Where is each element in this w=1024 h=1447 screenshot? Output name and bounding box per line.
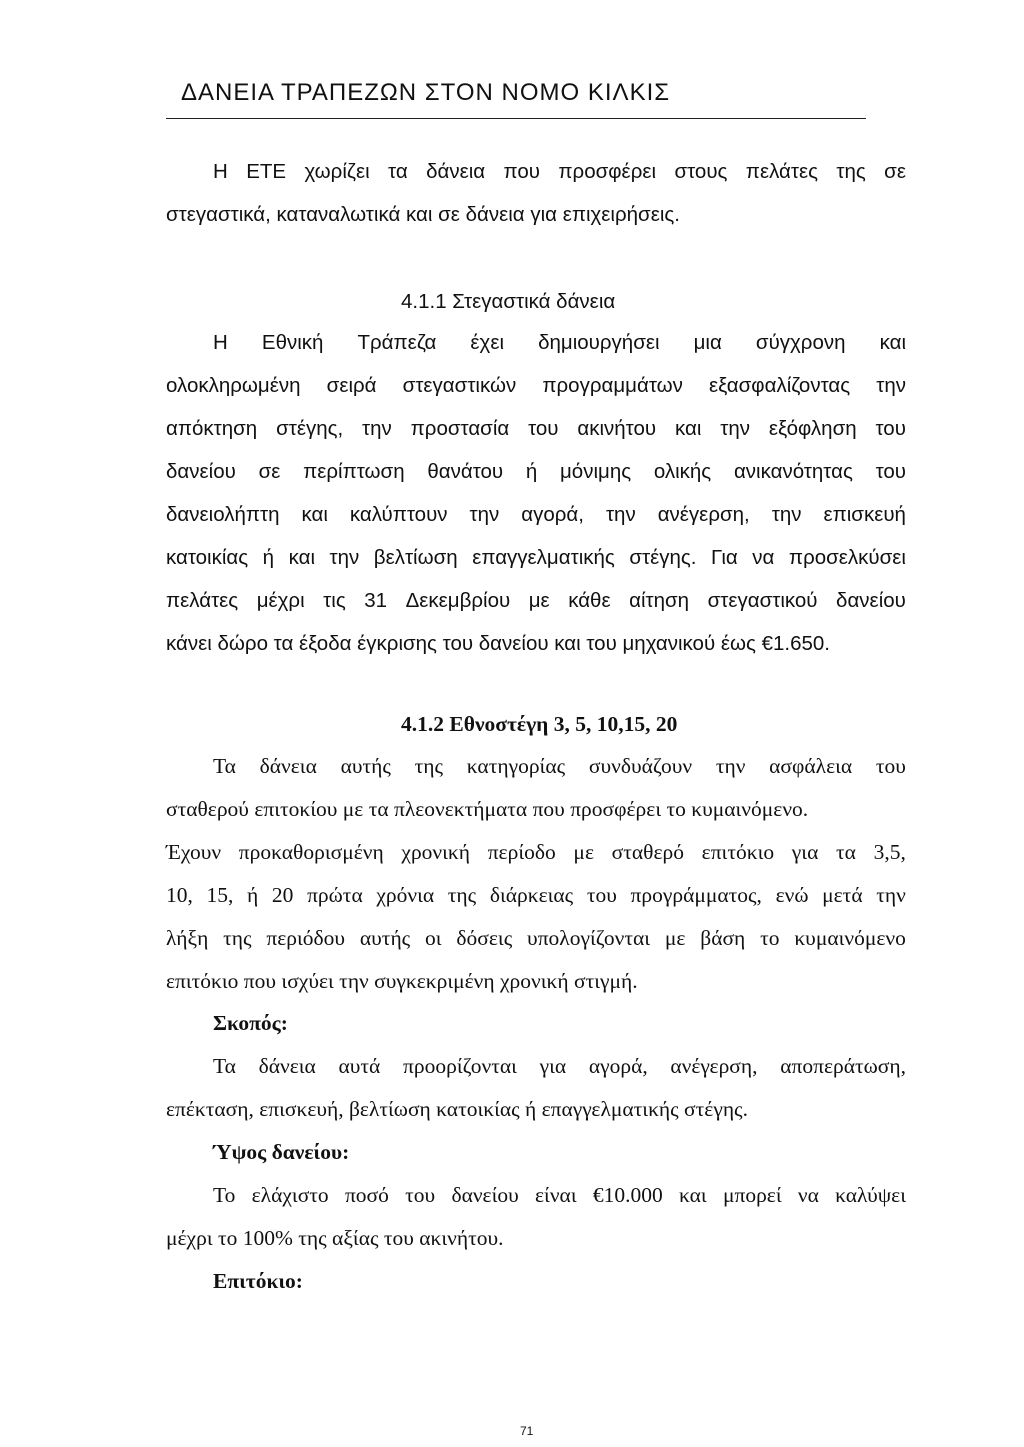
word: 3,5, — [873, 840, 906, 864]
word: δάνεια — [258, 1054, 316, 1078]
interest-rate-label: Επιτόκιο: — [213, 1269, 303, 1293]
word: προκαθορισμένη — [238, 840, 384, 864]
word: 31 — [364, 589, 388, 612]
word: για — [539, 1054, 567, 1078]
word: εξασφαλίζοντας — [709, 374, 851, 397]
word: την — [362, 417, 392, 440]
section-411-line-5 — [166, 503, 906, 527]
loan-amount-line-2: μέχρι το 100% της αξίας του ακινήτου. — [166, 1226, 504, 1250]
word: σύγχρονη — [755, 331, 846, 354]
word: 15, — [206, 883, 234, 907]
word: την — [329, 546, 360, 569]
word: αυτά — [338, 1054, 381, 1078]
word: προστασία — [410, 417, 510, 440]
word: και — [301, 503, 328, 526]
word: κατοικίας — [166, 546, 249, 569]
word: επιτόκιο — [701, 840, 775, 864]
word: κάθε — [568, 589, 611, 612]
word: Τα — [213, 1054, 236, 1078]
word: στέγης, — [276, 417, 344, 440]
word: ποσό — [344, 1183, 389, 1207]
word: στεγαστικού — [707, 589, 818, 612]
word: του — [875, 460, 906, 483]
word: καλύπτουν — [349, 503, 448, 526]
section-411-line-1 — [213, 331, 906, 355]
word: απόκτηση — [166, 417, 258, 440]
word: ανέγερση, — [670, 1054, 758, 1078]
intro-line-1 — [213, 160, 906, 184]
word: δάνεια — [259, 754, 317, 778]
section-412-line-2: σταθερού επιτοκίου με τα πλεονεκτήματα που προσφέρει το κυμαινόμενο. — [166, 797, 809, 821]
word: ολοκληρωμένη — [166, 374, 301, 397]
section-412-line-5 — [166, 926, 906, 951]
word: Τα — [213, 754, 236, 778]
word: της — [223, 926, 252, 950]
word: μόνιμης — [560, 460, 632, 483]
word: μετά — [822, 883, 863, 907]
word: πρώτα — [307, 883, 363, 907]
word: ΕΤΕ — [246, 160, 287, 183]
word: το — [760, 926, 780, 950]
word: ή — [247, 883, 259, 907]
word: και — [674, 417, 702, 440]
word: €10.000 — [592, 1183, 663, 1207]
word: αυτής — [340, 754, 391, 778]
word: στέγης. — [629, 546, 697, 569]
word: εξόφληση — [768, 417, 857, 440]
word: για — [791, 840, 819, 864]
word: του — [586, 883, 617, 907]
word: ασφάλεια — [769, 754, 853, 778]
section-412-line-1 — [213, 754, 906, 779]
word: ανέγερση, — [657, 503, 750, 526]
word: Έχουν — [166, 840, 222, 864]
word: Εθνική — [261, 331, 324, 354]
word: την — [876, 883, 906, 907]
section-411-line-8: κάνει δώρο τα έξοδα έγκρισης του δανείου και του μηχανικού έως €1.650. — [166, 632, 830, 655]
word: την — [715, 754, 746, 778]
loan-amount-line-1 — [213, 1183, 906, 1208]
word: την — [771, 503, 802, 526]
header-divider — [166, 118, 866, 119]
word: της — [836, 160, 866, 183]
section-411-heading: 4.1.1 Στεγαστικά δάνεια — [401, 290, 616, 313]
word: υπολογίζονται — [527, 926, 651, 950]
word: και — [879, 331, 906, 354]
word: στους — [674, 160, 728, 183]
word: πελάτες — [166, 589, 239, 612]
word: Το — [213, 1183, 236, 1207]
word: και — [678, 1183, 707, 1207]
page-header-title: ΔΑΝΕΙΑ ΤΡΑΠΕΖΩΝ ΣΤΟΝ ΝΟΜΟ ΚΙΛΚΙΣ — [181, 79, 671, 106]
word: περίοδο — [487, 840, 556, 864]
word: μέχρι — [256, 589, 305, 612]
word: δάνεια — [426, 160, 486, 183]
word: και — [288, 546, 315, 569]
word: που — [503, 160, 541, 183]
word: με — [573, 840, 594, 864]
word: ακινήτου — [577, 417, 657, 440]
section-411-line-2 — [166, 374, 906, 398]
word: χρόνια — [376, 883, 435, 907]
intro-line-2: στεγαστικά, καταναλωτικά και σε δάνεια για επιχειρήσεις. — [166, 203, 680, 226]
word: αποπεράτωση, — [780, 1054, 906, 1078]
word: Η — [213, 160, 228, 183]
word: δανείου — [451, 1183, 519, 1207]
loan-amount-label: Ύψος δανείου: — [213, 1140, 350, 1164]
word: έχει — [470, 331, 505, 354]
word: 20 — [271, 883, 294, 907]
word: την — [876, 374, 906, 397]
word: βελτίωση — [373, 546, 458, 569]
purpose-line-1 — [213, 1054, 906, 1079]
word: πελάτες — [745, 160, 818, 183]
word: σε — [258, 460, 281, 483]
word: του — [875, 417, 906, 440]
word: σειρά — [326, 374, 377, 397]
word: του — [528, 417, 559, 440]
word: ολικής — [653, 460, 712, 483]
purpose-label: Σκοπός: — [213, 1011, 288, 1035]
word: επαγγελματικής — [472, 546, 615, 569]
word: σε — [884, 160, 906, 183]
word: αίτηση — [629, 589, 690, 612]
page-number: 71 — [520, 1424, 534, 1438]
word: Τράπεζα — [357, 331, 437, 354]
word: με — [528, 589, 550, 612]
word: στεγαστικών — [402, 374, 517, 397]
word: μπορεί — [722, 1183, 782, 1207]
word: σταθερό — [611, 840, 684, 864]
word: προγραμμάτων — [542, 374, 683, 397]
word: αυτής — [359, 926, 411, 950]
section-412-line-3 — [166, 840, 906, 865]
word: κυμαινόμενο — [794, 926, 906, 950]
word: διάρκειας — [489, 883, 574, 907]
section-412-line-6: επιτόκιο που ισχύει την συγκεκριμένη χρονική στιγμή. — [166, 969, 638, 993]
word: αγορά, — [588, 1054, 648, 1078]
word: ή — [525, 460, 538, 483]
word: με — [664, 926, 686, 950]
word: του — [405, 1183, 436, 1207]
word: δανειολήπτη — [166, 503, 280, 526]
word: δανείου — [836, 589, 906, 612]
word: προγράμματος, — [630, 883, 762, 907]
word: την — [720, 417, 750, 440]
word: την — [605, 503, 636, 526]
section-412-heading: 4.1.2 Εθνοστέγη 3, 5, 10,15, 20 — [401, 712, 678, 736]
section-411-line-4 — [166, 460, 906, 484]
word: καλύψει — [835, 1183, 906, 1207]
word: να — [752, 546, 775, 569]
word: μια — [693, 331, 722, 354]
word: τις — [323, 589, 346, 612]
word: τα — [388, 160, 408, 183]
word: βάση — [700, 926, 746, 950]
section-411-line-3 — [166, 417, 906, 441]
word: χωρίζει — [304, 160, 370, 183]
word: του — [875, 754, 906, 778]
word: Η — [213, 331, 228, 354]
word: ή — [262, 546, 275, 569]
word: δημιουργήσει — [538, 331, 660, 354]
section-412-line-4 — [166, 883, 906, 908]
section-411-line-6 — [166, 546, 906, 570]
word: προορίζονται — [403, 1054, 517, 1078]
word: 10, — [166, 883, 193, 907]
word: προσελκύσει — [788, 546, 906, 569]
word: οι — [425, 926, 442, 950]
word: της — [414, 754, 444, 778]
word: είναι — [535, 1183, 577, 1207]
word: λήξη — [166, 926, 209, 950]
word: δόσεις — [456, 926, 513, 950]
word: συνδυάζουν — [588, 754, 693, 778]
word: θανάτου — [427, 460, 504, 483]
word: χρονική — [401, 840, 471, 864]
word: την — [469, 503, 500, 526]
word: Για — [710, 546, 738, 569]
word: αγορά, — [521, 503, 584, 526]
word: δανείου — [166, 460, 236, 483]
word: περιόδου — [266, 926, 346, 950]
word: ανικανότητας — [733, 460, 853, 483]
word: προσφέρει — [558, 160, 657, 183]
word: να — [797, 1183, 819, 1207]
word: της — [447, 883, 477, 907]
purpose-line-2: επέκταση, επισκευή, βελτίωση κατοικίας ή επαγγελματικής στέγης. — [166, 1097, 748, 1121]
word: Δεκεμβρίου — [405, 589, 511, 612]
section-411-line-7 — [166, 589, 906, 613]
word: τα — [836, 840, 856, 864]
word: ελάχιστο — [251, 1183, 329, 1207]
word: επισκευή — [823, 503, 906, 526]
word: περίπτωση — [303, 460, 405, 483]
word: κατηγορίας — [466, 754, 566, 778]
word: ενώ — [775, 883, 809, 907]
